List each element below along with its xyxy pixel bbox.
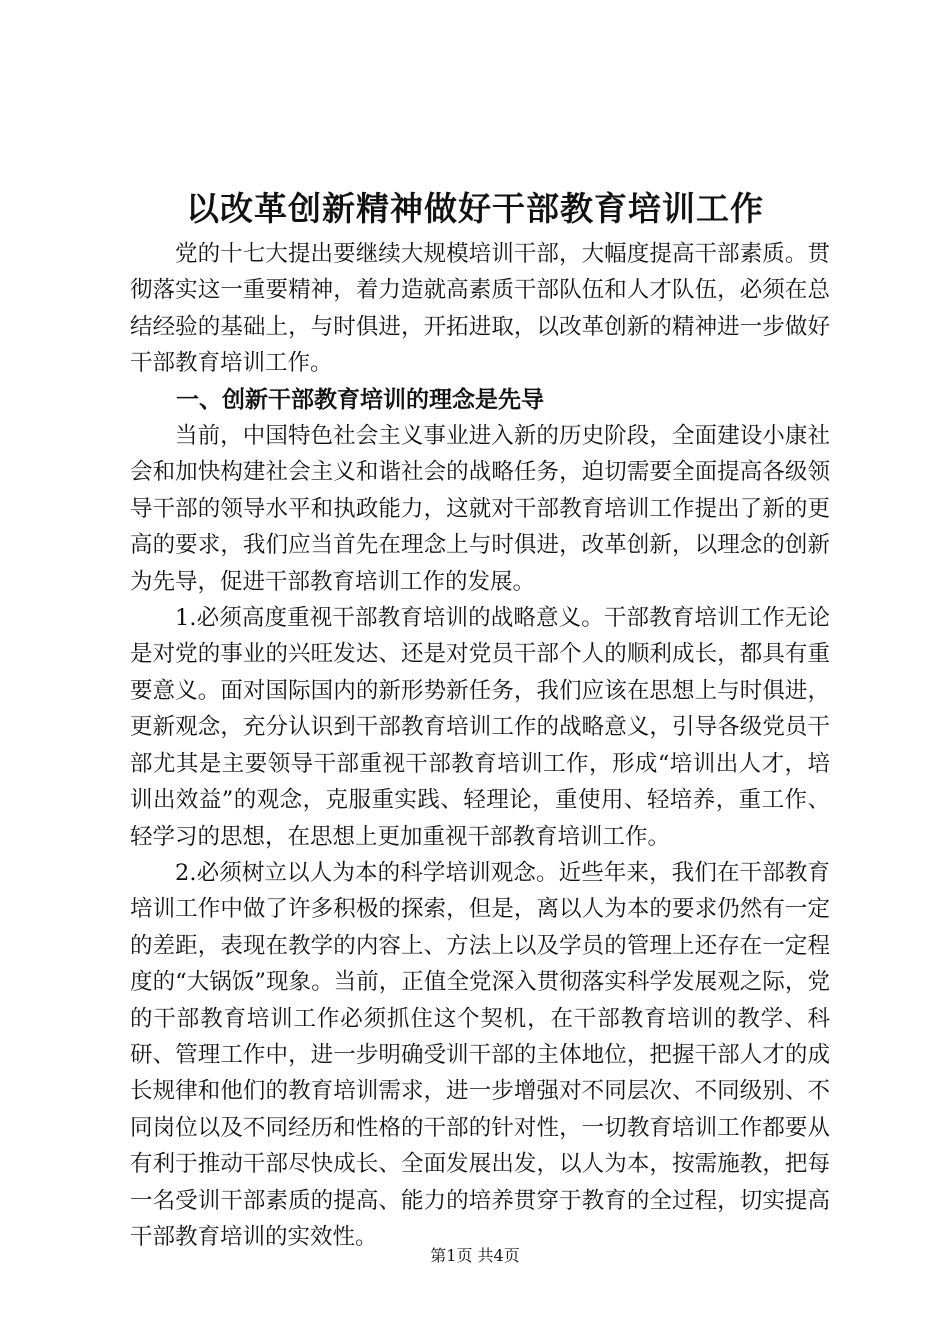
intro-paragraph: 党的十七大提出要继续大规模培训干部，大幅度提高干部素质。贯彻落实这一重要精神，着力造就高素质干部队伍和人才队伍，必须在总结经验的基础上，与时俱进，开拓进取，以改革创新的精神进一步做好干部教育培训工作。 [130, 241, 830, 377]
section-heading-1: 一、创新干部教育培训的理念是先导 [176, 386, 544, 413]
page-number-footer: 第1页 共4页 [430, 1246, 520, 1265]
document-body [130, 236, 830, 1255]
point-2-paragraph: 2.必须树立以人为本的科学培训观念。近些年来，我们在干部教育培训工作中做了许多积极的探索，但是，离以人为本的要求仍然有一定的差距，表现在教学的内容上、方法上以及学员的管理上还存在一定程度的“大锅饭”现象。当前，正值全党深入贯彻落实科学发展观之际，党的干部教育培训工作必须抓住这个契机，在干部教育培训的教学、科研、管理工作中，进一步明确受训干部的主体地位，把握干部人才的成长规律和他们的教育培训需求，进一步增强对不同层次、不同级别、不同岗位以及不同经历和性格的干部的针对性，一切教育培训工作都要从有利于推动干部尽快成长、全面发展出发，以人为本，按需施教，把每一名受训干部素质的提高、能力的培养贯穿于教育的全过程，切实提高干部教育培训的实效性。 [130, 859, 830, 1250]
document-title: 以改革创新精神做好干部教育培训工作 [186, 189, 764, 228]
point-1-paragraph: 1.必须高度重视干部教育培训的战略意义。干部教育培训工作无论是对党的事业的兴旺发达、还是对党员干部个人的顺利成长，都具有重要意义。面对国际国内的新形势新任务，我们应该在思想上与时俱进，更新观念，充分认识到干部教育培训工作的战略意义，引导各级党员干部尤其是主要领导干部重视干部教育培训工作，形成“培训出人才，培训出效益”的观念，克服重实践、轻理论，重使用、轻培养，重工作、轻学习的思想，在思想上更加重视干部教育培训工作。 [130, 605, 830, 850]
section-1-paragraph: 当前，中国特色社会主义事业进入新的历史阶段，全面建设小康社会和加快构建社会主义和谐社会的战略任务，迫切需要全面提高各级领导干部的领导水平和执政能力，这就对干部教育培训工作提出了新的更高的要求，我们应当首先在理念上与时俱进，改革创新，以理念的创新为先导，促进干部教育培训工作的发展。 [130, 423, 830, 595]
